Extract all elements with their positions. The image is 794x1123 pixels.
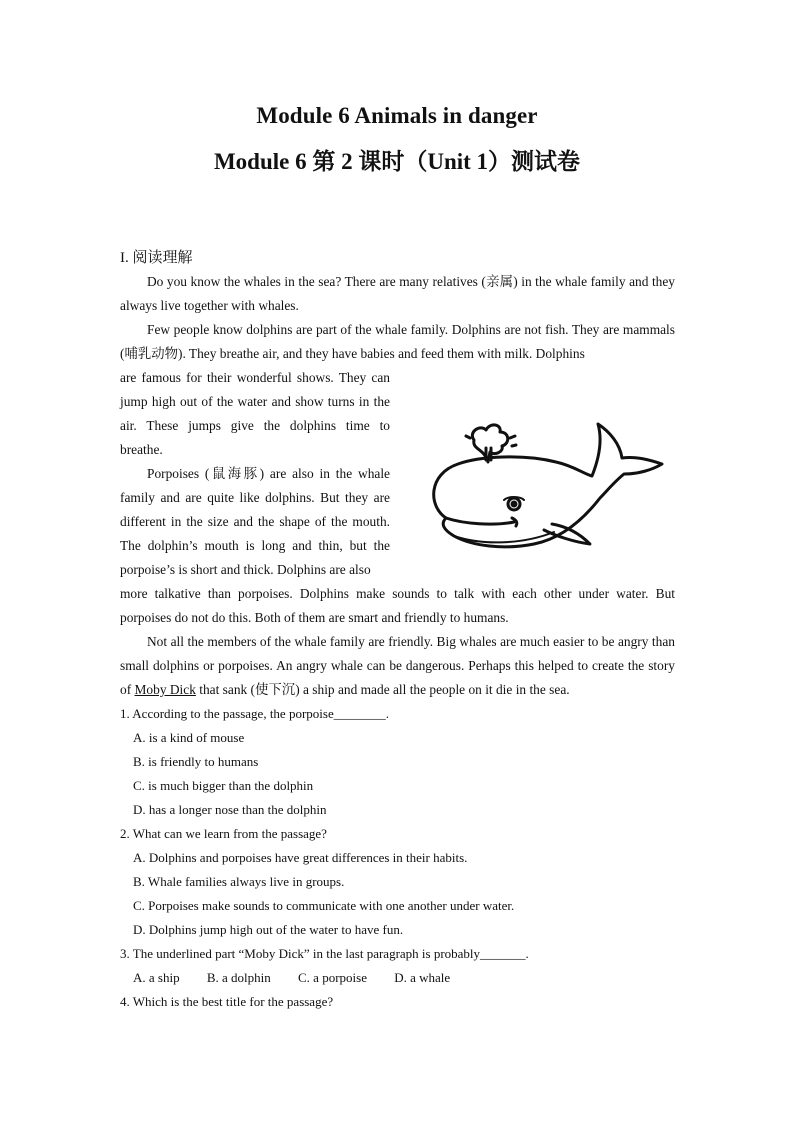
moby-dick-underlined: Moby Dick xyxy=(134,682,196,697)
question-1-option-a[interactable]: A. is a kind of mouse xyxy=(133,730,245,745)
paragraph-4-end: that sank (使下沉) a ship and made all the people on it die in the sea. xyxy=(195,682,570,697)
question-3-option-c[interactable]: C. a porpoise xyxy=(298,970,367,985)
question-2-option-c[interactable]: C. Porpoises make sounds to communicate with one another under water. xyxy=(133,898,515,913)
question-2-option-d[interactable]: D. Dolphins jump high out of the water to have fun. xyxy=(133,922,404,937)
section-heading xyxy=(120,246,193,267)
question-1-option-b[interactable]: B. is friendly to humans xyxy=(133,754,259,769)
question-3-option-d[interactable]: D. a whale xyxy=(394,970,451,985)
question-1-option-d[interactable]: D. has a longer nose than the dolphin xyxy=(133,802,327,817)
paragraph-1 xyxy=(120,270,675,318)
paragraph-1-text: Do you know the whales in the sea? There are many relatives (亲属) in the whale family and they always live together with whales. xyxy=(120,274,675,313)
question-2-option-b[interactable]: B. Whale families always live in groups. xyxy=(133,874,345,889)
paragraph-4-text xyxy=(120,630,675,702)
paragraph-3-continued xyxy=(120,582,675,630)
page-title: Module 6 Animals in danger xyxy=(256,103,538,128)
paragraph-4-start: Not all the members of the whale family are friendly. Big whales are much easier to be angry than small dolphins or porpoises. An angry whale can be dangerous. Perhaps this helped to create the story of xyxy=(120,634,675,697)
page-subtitle: Module 6 第 2 课时（Unit 1）测试卷 xyxy=(213,149,581,174)
section-title: 阅读理解 xyxy=(132,250,193,266)
question-list xyxy=(120,702,680,1014)
question-4: 4. Which is the best title for the passage? xyxy=(120,994,334,1009)
question-3-option-b[interactable]: B. a dolphin xyxy=(206,970,271,985)
paragraph-3-text: Porpoises (鼠海豚) are also in the whale family and are quite like dolphins. But they are different in the size and the shape of the mouth. The dolphin’s mouth is long and thin, but the porpoise’s is short and thick. Dolphins are also xyxy=(120,466,390,577)
question-2: 2. What can we learn from the passage? xyxy=(120,826,327,841)
paragraph-2 xyxy=(120,318,675,366)
whale-icon xyxy=(424,418,670,558)
question-1: 1. According to the passage, the porpoise________. xyxy=(120,706,389,721)
paragraph-2-text: Few people know dolphins are part of the whale family. Dolphins are not fish. They are mammals (哺乳动物). They breathe air, and they have babies and feed them with milk. Dolphins xyxy=(120,322,675,361)
wrapped-text-column xyxy=(120,366,390,582)
paragraph-4 xyxy=(120,630,675,702)
question-1-option-c[interactable]: C. is much bigger than the dolphin xyxy=(133,778,314,793)
question-3-option-a[interactable]: A. a ship xyxy=(133,970,180,985)
question-2-option-a[interactable]: A. Dolphins and porpoises have great differences in their habits. xyxy=(133,850,468,865)
question-3-options xyxy=(120,966,680,990)
paragraph-3-rest: more talkative than porpoises. Dolphins make sounds to talk with each other under water. But porpoises do not do this. Both of them are smart and friendly to humans. xyxy=(120,586,675,625)
question-3: 3. The underlined part “Moby Dick” in the last paragraph is probably_______. xyxy=(120,946,529,961)
paragraph-2-continued: are famous for their wonderful shows. They can jump high out of the water and show turns in the air. These jumps give the dolphins time to breathe. xyxy=(120,370,390,457)
section-number: I. xyxy=(120,250,129,266)
